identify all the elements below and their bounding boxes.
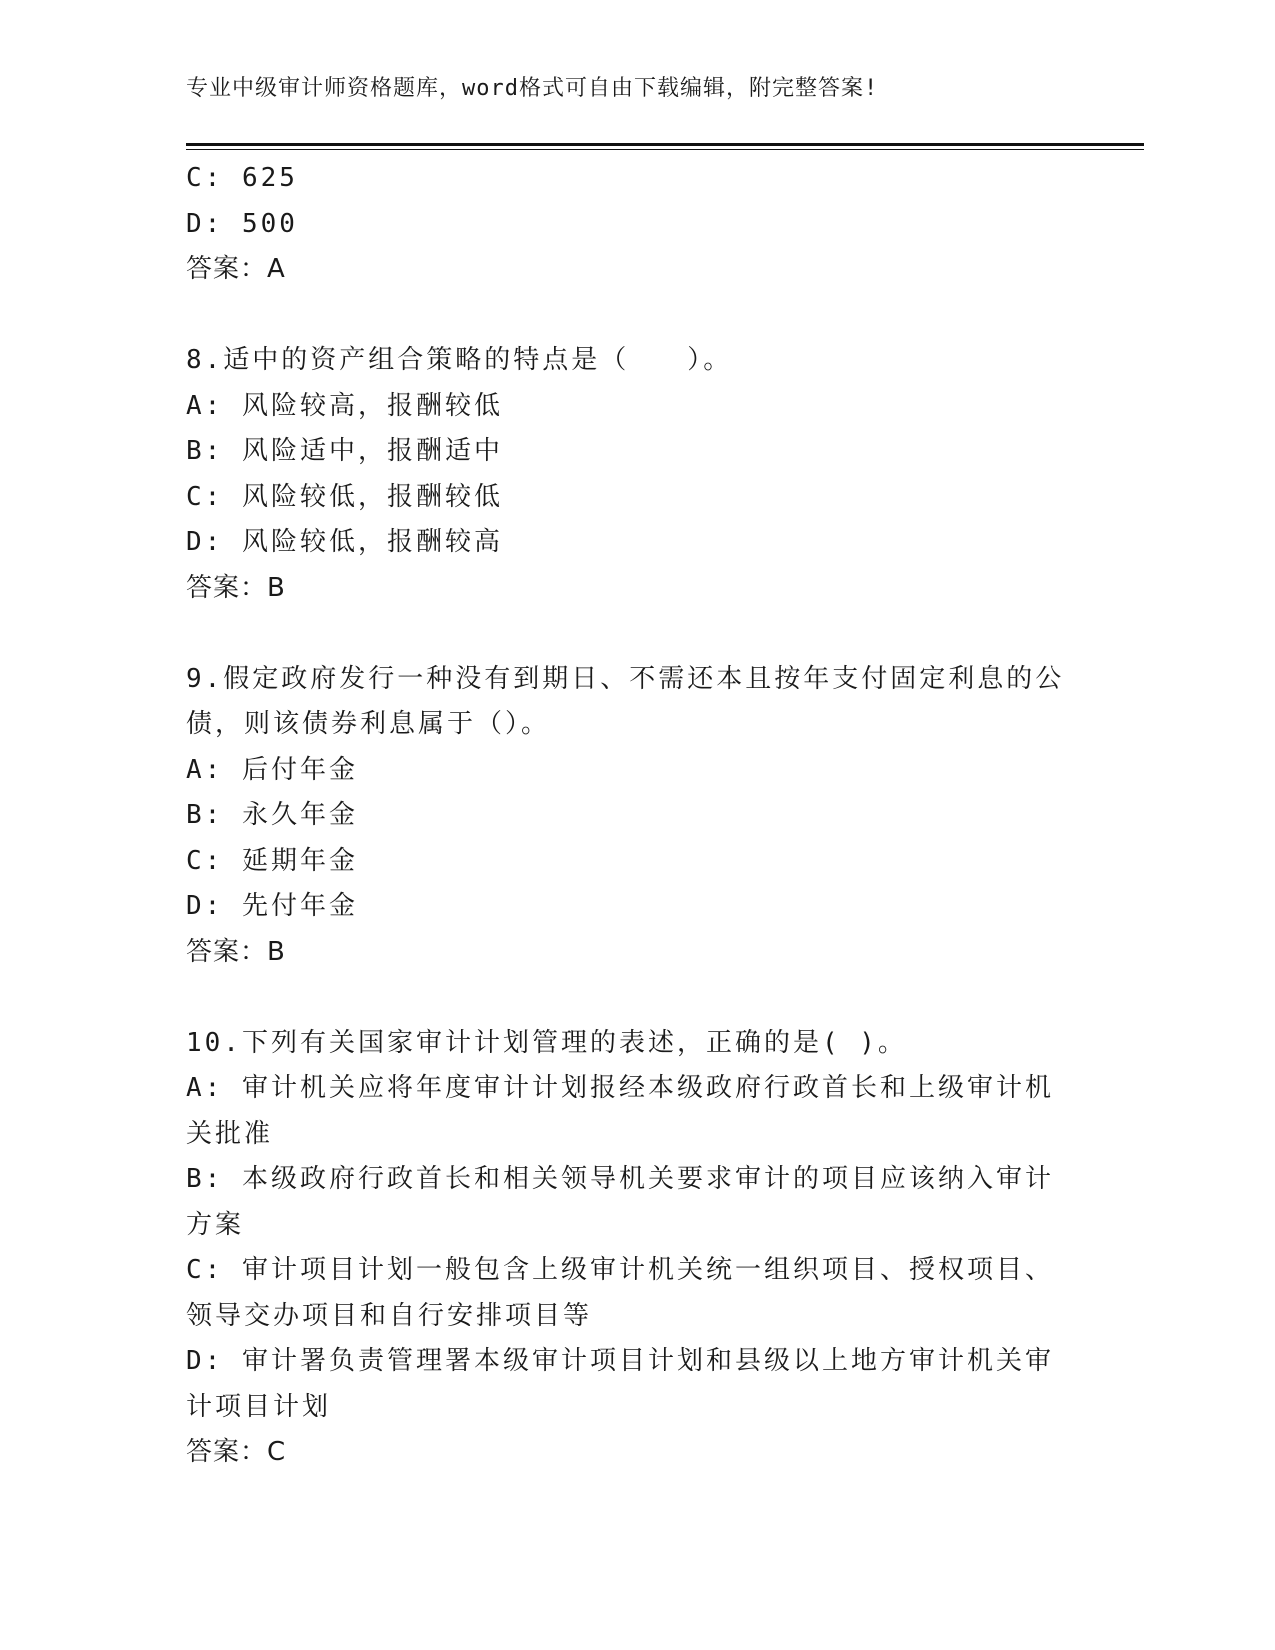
answer: 答案：B [186,572,286,603]
option-c: C: 625 [186,163,298,193]
header-rule-thick [186,143,1144,146]
question-9 [186,657,1076,976]
question-10 [186,1021,1076,1476]
previous-question-tail [186,156,1076,293]
option-b: B: 风险适中，报酬适中 [186,436,503,466]
option-a: A: 审计机关应将年度审计计划报经本级政府行政首长和上级审计机关批准 [186,1073,1054,1149]
question-stem: 8.适中的资产组合策略的特点是（ ）。 [186,345,733,375]
option-b: B: 永久年金 [186,800,358,830]
option-c: C: 延期年金 [186,845,358,876]
option-c: C: 风险较低，报酬较低 [186,481,503,512]
option-a: A: 后付年金 [186,754,358,785]
document-body [186,156,1076,1476]
option-a: A: 风险较高，报酬较低 [186,390,503,421]
option-d: D: 风险较低，报酬较高 [186,527,503,557]
question-stem: 9.假定政府发行一种没有到期日、不需还本且按年支付固定利息的公债，则该债券利息属于（）。 [186,663,1065,739]
option-d: D: 审计署负责管理署本级审计项目计划和县级以上地方审计机关审计项目计划 [186,1346,1054,1422]
option-c: C: 审计项目计划一般包含上级审计机关统一组织项目、授权项目、领导交办项目和自行安排项目等 [186,1255,1054,1331]
answer: 答案：B [186,936,286,967]
spacer [186,975,1076,1021]
header-rule-thin [186,149,1144,150]
question-stem: 10.下列有关国家审计计划管理的表述，正确的是( )。 [186,1027,907,1058]
page-header: 专业中级审计师资格题库，word格式可自由下载编辑，附完整答案! [186,76,879,101]
question-8 [186,338,1076,611]
option-d: D: 先付年金 [186,891,358,921]
spacer [186,611,1076,657]
option-d: D: 500 [186,208,298,239]
answer: 答案：C [186,1437,287,1467]
answer: 答案：A [186,254,286,284]
option-b: B: 本级政府行政首长和相关领导机关要求审计的项目应该纳入审计方案 [186,1164,1054,1240]
spacer [186,293,1076,339]
